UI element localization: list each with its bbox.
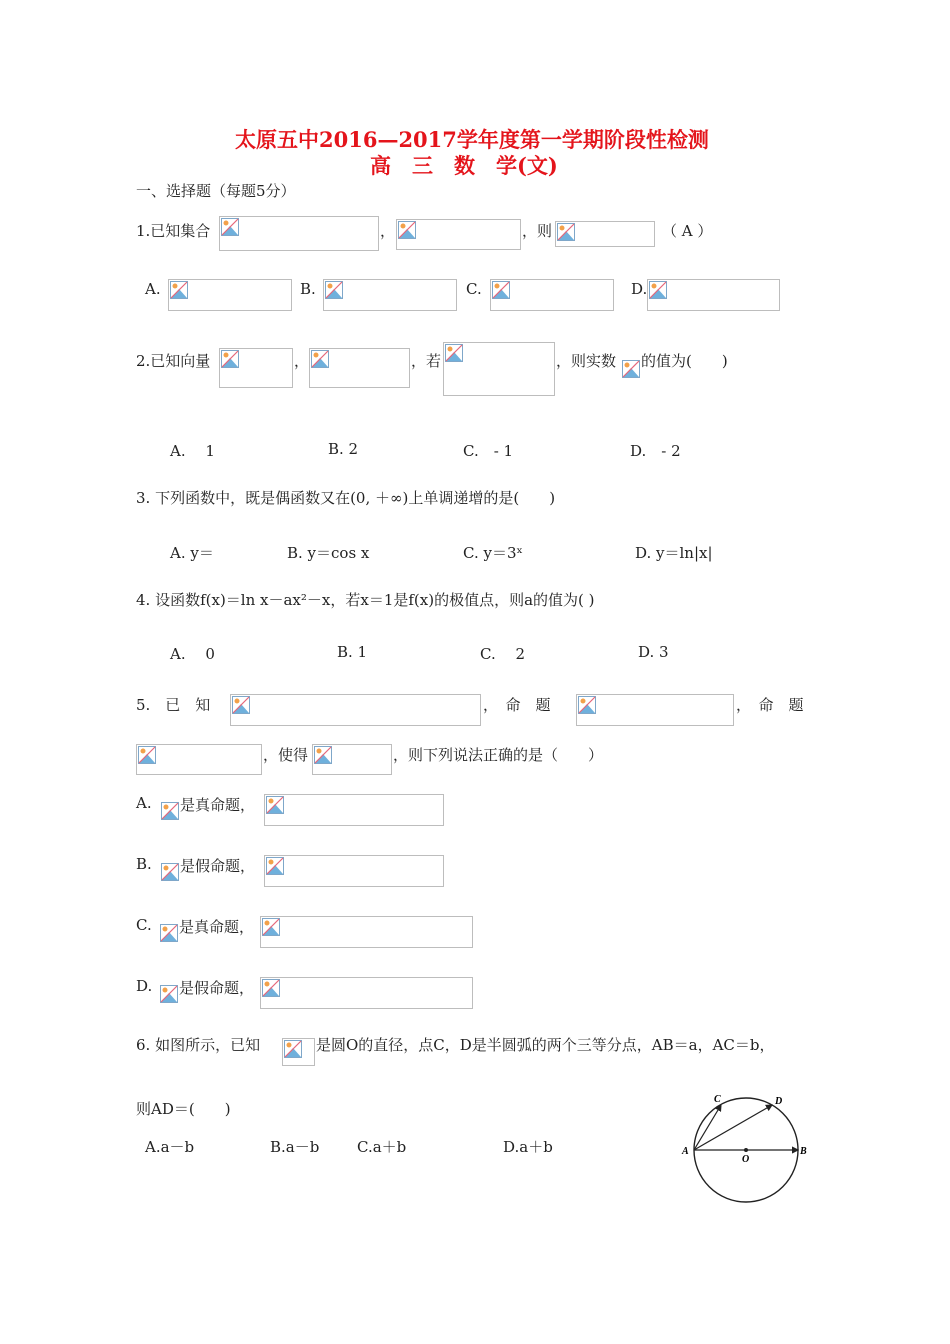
q6-option-b: B.a－b: [270, 1138, 320, 1156]
page-title: 太原五中2016—2017学年度第一学期阶段性检测: [235, 127, 709, 152]
label-b: B: [800, 1146, 807, 1157]
q1-option-c-label: C.: [466, 280, 482, 298]
q1-comma-2: ，则: [522, 222, 553, 240]
q6-option-d: D.a＋b: [503, 1138, 553, 1156]
broken-image-icon: [325, 281, 343, 299]
q2-ruo: ，若: [411, 352, 442, 370]
broken-image-icon: [160, 985, 178, 1003]
broken-image-icon: [266, 857, 284, 875]
broken-image-icon: [221, 350, 239, 368]
q2-option-b: B. 2: [328, 440, 359, 458]
q5-mid-2: ， 命 题: [736, 696, 804, 714]
broken-image-icon: [266, 796, 284, 814]
q6-option-a: A.a－b: [145, 1138, 195, 1156]
q5-tail: ，则下列说法正确的是（ ）: [393, 746, 604, 764]
broken-image-icon: [557, 223, 575, 241]
q5-shi: ，使得: [263, 746, 309, 764]
q5-option-b-label: B.: [136, 855, 152, 873]
q2-ze: ，则实数: [556, 352, 617, 370]
q5-option-d-box: [260, 977, 473, 1009]
label-o: O: [742, 1154, 750, 1165]
q1-option-d-label: D.: [631, 280, 648, 298]
q5-option-c-box: [260, 916, 473, 948]
broken-image-icon: [160, 924, 178, 942]
semicircle-diagram: [680, 1088, 810, 1208]
label-a: A: [682, 1146, 689, 1157]
q1-formula-box-1: [219, 216, 379, 251]
q5-formula-box-1: [230, 694, 481, 726]
page-subtitle: 高 三 数 学(文): [370, 153, 558, 178]
q1-option-b-box: [323, 279, 457, 311]
q1-option-a-label: A.: [145, 280, 161, 298]
vector-ac: [694, 1105, 721, 1150]
q3-stem: 3. 下列函数中，既是偶函数又在(0, ＋∞)上单调递增的是( ): [136, 489, 556, 507]
broken-image-icon: [170, 281, 188, 299]
q4-option-c: C. 2: [480, 645, 526, 663]
broken-image-icon: [492, 281, 510, 299]
broken-image-icon: [232, 696, 250, 714]
q5-formula-box-2: [576, 694, 734, 726]
q2-comma-1: ，: [294, 352, 310, 370]
section-heading: 一、选择题（每题5分）: [136, 182, 296, 200]
q5-option-a-box: [264, 794, 444, 826]
broken-image-icon: [311, 350, 329, 368]
q1-option-b-label: B.: [300, 280, 316, 298]
q5-option-d-label: D.: [136, 977, 153, 995]
label-d: D: [775, 1096, 783, 1107]
q4-option-d: D. 3: [638, 643, 669, 661]
broken-image-icon: [398, 221, 416, 239]
q3-option-d: D. y＝ln|x|: [635, 544, 713, 562]
broken-image-icon: [221, 218, 239, 236]
q6-prefix: 6. 如图所示，已知: [136, 1036, 261, 1054]
q5-option-b-text: 是假命题，: [180, 857, 256, 875]
broken-image-icon: [314, 746, 332, 764]
q3-option-a: A. y＝: [170, 544, 214, 562]
q5-option-b-box: [264, 855, 444, 887]
q2-option-c: C. - 1: [463, 442, 514, 460]
broken-image-icon: [262, 979, 280, 997]
q5-mid-1: ， 命 题: [483, 696, 551, 714]
q5-option-a-label: A.: [136, 794, 152, 812]
q6-line-2: 则AD＝( ): [136, 1100, 231, 1118]
broken-image-icon: [161, 863, 179, 881]
q4-option-b: B. 1: [337, 643, 368, 661]
q1-prefix: 1.已知集合: [136, 222, 211, 240]
q5-prefix: 5. 已 知: [136, 696, 211, 714]
q6-option-c: C.a＋b: [357, 1138, 407, 1156]
q5-option-c-label: C.: [136, 916, 152, 934]
q1-answer: （ A ）: [662, 222, 713, 240]
broken-image-icon: [284, 1040, 302, 1058]
q2-option-a: A. 1: [170, 442, 215, 460]
q4-stem: 4. 设函数f(x)＝ln x－ax²－x，若x＝1是f(x)的极值点，则a的值为( ): [136, 591, 595, 609]
vector-ad: [694, 1105, 772, 1150]
q2-prefix: 2.已知向量: [136, 352, 211, 370]
q2-option-d: D. - 2: [630, 442, 681, 460]
broken-image-icon: [161, 802, 179, 820]
q5-option-a-text: 是真命题，: [180, 796, 256, 814]
q5-option-c-text: 是真命题，: [179, 918, 255, 936]
broken-image-icon: [622, 360, 640, 378]
q1-comma-1: ，: [380, 222, 396, 240]
q5-option-d-text: 是假命题，: [179, 979, 255, 997]
q6-stem: 是圆O的直径，点C，D是半圆弧的两个三等分点，AB＝a，AC＝b，: [316, 1036, 775, 1054]
q2-tail: 的值为( ): [641, 352, 728, 370]
center-point: [744, 1148, 748, 1152]
q3-option-b: B. y＝cos x: [287, 544, 370, 562]
broken-image-icon: [578, 696, 596, 714]
q4-option-a: A. 0: [170, 645, 215, 663]
broken-image-icon: [262, 918, 280, 936]
broken-image-icon: [138, 746, 156, 764]
broken-image-icon: [445, 344, 463, 362]
broken-image-icon: [649, 281, 667, 299]
q3-option-c: C. y＝3ˣ: [463, 544, 523, 562]
label-c: C: [714, 1094, 721, 1105]
